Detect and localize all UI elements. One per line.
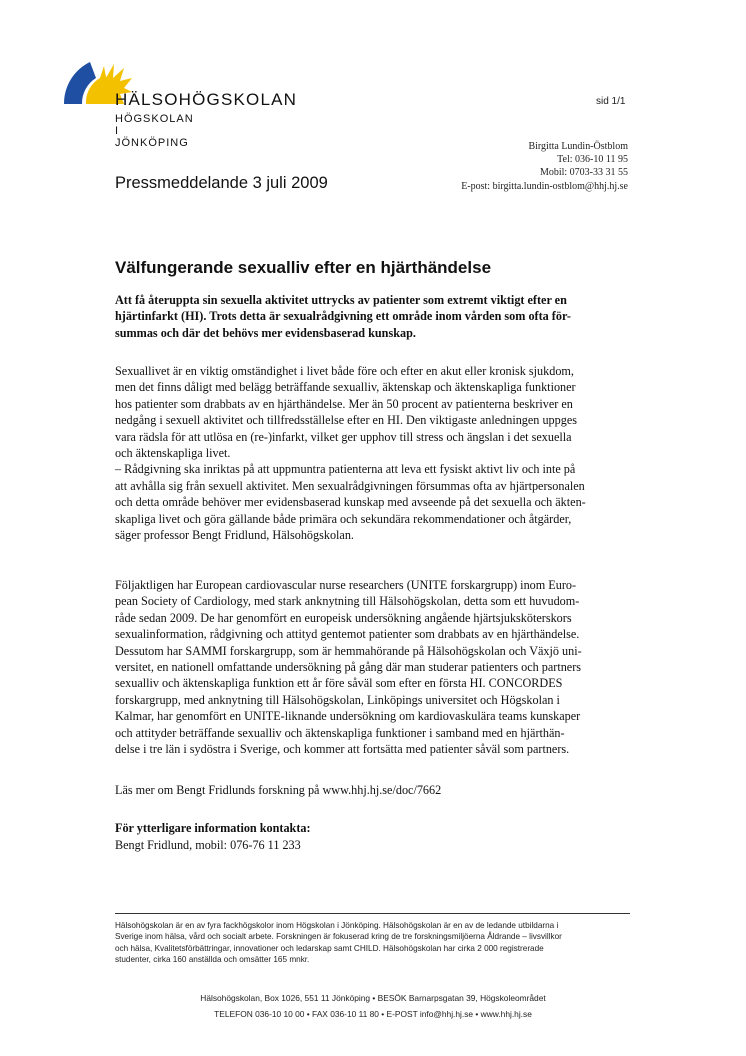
contact-tel: Tel: 036-10 11 95 — [557, 154, 628, 166]
article-headline: Välfungerande sexualliv efter en hjärthändelse — [115, 258, 492, 277]
body-line: och äktenskapliga livet. — [115, 446, 231, 461]
contact-name: Birgitta Lundin-Östblom — [528, 141, 628, 152]
body-line: forskargrupp, med anknytning till Hälsohögskolan, Linköpings universitet och Högskolan i — [115, 692, 560, 707]
page-number: sid 1/1 — [596, 96, 626, 107]
body-line: sexualinformation, rådgivning och attityd gentemot patienter som drabbats av en hjärthändelse. — [115, 627, 580, 642]
address-line-2: TELEFON 036-10 10 00 • FAX 036-10 11 80 • E-POST info@hhj.hj.se • www.hhj.hj.se — [214, 1009, 532, 1019]
body-line: säger professor Bengt Fridlund, Hälsohögskolan. — [115, 528, 354, 543]
body-line: råde sedan 2009. De har genomfört en europeisk undersökning angående hjärtsjuksköterskors — [115, 610, 572, 625]
footer-address — [0, 990, 746, 1022]
body-line: Sexuallivet är en viktig omständighet i livet både före och efter en akut eller kronisk sjukdom, — [115, 364, 574, 378]
contact-heading — [115, 820, 630, 836]
body-line: nedgång i sexuell aktivitet och tillfredsställelse efter en HI. Den viktigaste anledningen uppges — [115, 413, 577, 428]
footer-divider — [115, 913, 630, 914]
body-line: Följaktligen har European cardiovascular nurse researchers (UNITE forskargrupp) inom Euro- — [115, 578, 577, 592]
body-line: delse i tre län i sydöstra i Sverige, och kommer att fortsätta med patienter såväl som partners. — [115, 742, 570, 757]
body-line: vara rädsla för att utlösa en (re-)infarkt, vilket ger upphov till stress och ängslan i det sexuella — [115, 429, 572, 444]
contact-email: E-post: birgitta.lundin-ostblom@hhj.hj.se — [461, 180, 628, 192]
read-more-line — [115, 782, 630, 798]
body-line: sexualliv och äktenskapliga funktion ett år före såväl som efter en första HI. CONCORDES — [115, 676, 563, 691]
body-line: och detta område behöver mer evidensbaserad kunskap med avseende på det sexuella och äkten- — [115, 495, 586, 510]
logo-name: HÄLSOHÖGSKOLAN — [115, 90, 298, 109]
body-line: pean Society of Cardiology, med stark anknytning till Hälsohögskolan, detta som ett huvudom- — [115, 594, 580, 609]
read-more-text: Läs mer om Bengt Fridlunds forskning på www.hhj.hj.se/doc/7662 — [115, 783, 442, 797]
lead-line: Att få återuppta sin sexuella aktivitet uttrycks av patienter som extremt viktigt efter en — [115, 293, 567, 307]
body-line: hos patienter som drabbats av en hjärthändelse. Mer än 50 procent av patienterna beskriver en — [115, 396, 573, 411]
body-line: men det finns dåligt med belägg beträffande sexualliv, äktenskap och äktenskapliga funktioner — [115, 380, 576, 395]
contact-mobile: Mobil: 0703-33 31 55 — [539, 167, 628, 179]
contact-line — [115, 837, 630, 853]
body-line: – Rådgivning ska inriktas på att uppmuntra patienterna att leva ett fysiskt aktivt liv och inte på — [115, 462, 576, 477]
address-line-1: Hälsohögskolan, Box 1026, 551 11 Jönköping • BESÖK Barnarpsgatan 39, Högskoleområdet — [200, 993, 546, 1003]
body-line: Dessutom har SAMMI forskargrupp, som är hemmahörande på Hälsohögskolan och Växjö uni- — [115, 643, 582, 658]
body-paragraph-2 — [115, 577, 630, 757]
lead-line: summas och där det behövs mer evidensbaserad kunskap. — [115, 325, 416, 340]
footer-line: Hälsohögskolan är en av fyra fackhögskolor inom Högskolan i Jönköping. Hälsohögskolan är en av de ledande utbildarna i — [115, 921, 559, 930]
footer-line: och hälsa, Kvalitetsförbättringar, innovationer och ledarskap samt CHILD. Hälsohögskolan har cirka 2 000 registrerade — [115, 943, 544, 953]
body-line: och attityder beträffande sexualliv och äktenskapliga funktioner i samband med en hjärthän- — [115, 725, 565, 740]
body-paragraph-1 — [115, 363, 630, 543]
press-release-title: Pressmeddelande 3 juli 2009 — [115, 174, 328, 192]
body-line: Kalmar, har genomfört en UNITE-liknande undersökning om kardiovaskulära teams kunskaper — [115, 709, 581, 724]
contact-heading-text: För ytterligare information kontakta: — [115, 821, 311, 835]
body-line: att avhålla sig från sexuell aktivitet. Men sexualrådgivningen försummas ofta av hjärtpersonalen — [115, 478, 585, 493]
footer-line: Sverige inom hälsa, vård och socialt arbete. Forskningen är fokuserad kring de tre forskningsmiljöerna Åldrande – livsvillkor — [115, 932, 562, 942]
footer-line: studenter, cirka 160 anställda och omsätter 165 mnkr. — [115, 955, 310, 965]
body-line: versitet, en nationell omfattande undersökning på gång där man studerar patienters och partners — [115, 660, 582, 675]
contact-line-text: Bengt Fridlund, mobil: 076-76 11 233 — [115, 838, 301, 852]
footer-about — [115, 920, 630, 966]
lead-line: hjärtinfarkt (HI). Trots detta är sexualrådgivning ett område inom vården som ofta för- — [115, 309, 571, 324]
contact-block — [461, 140, 628, 193]
body-line: skapliga livet och göra gällande både primära och sekundära rekommendationer och åtgärder, — [115, 511, 572, 526]
logo-subtitle: HÖGSKOLAN I JÖNKÖPING — [115, 113, 194, 149]
lead-paragraph — [115, 292, 630, 341]
